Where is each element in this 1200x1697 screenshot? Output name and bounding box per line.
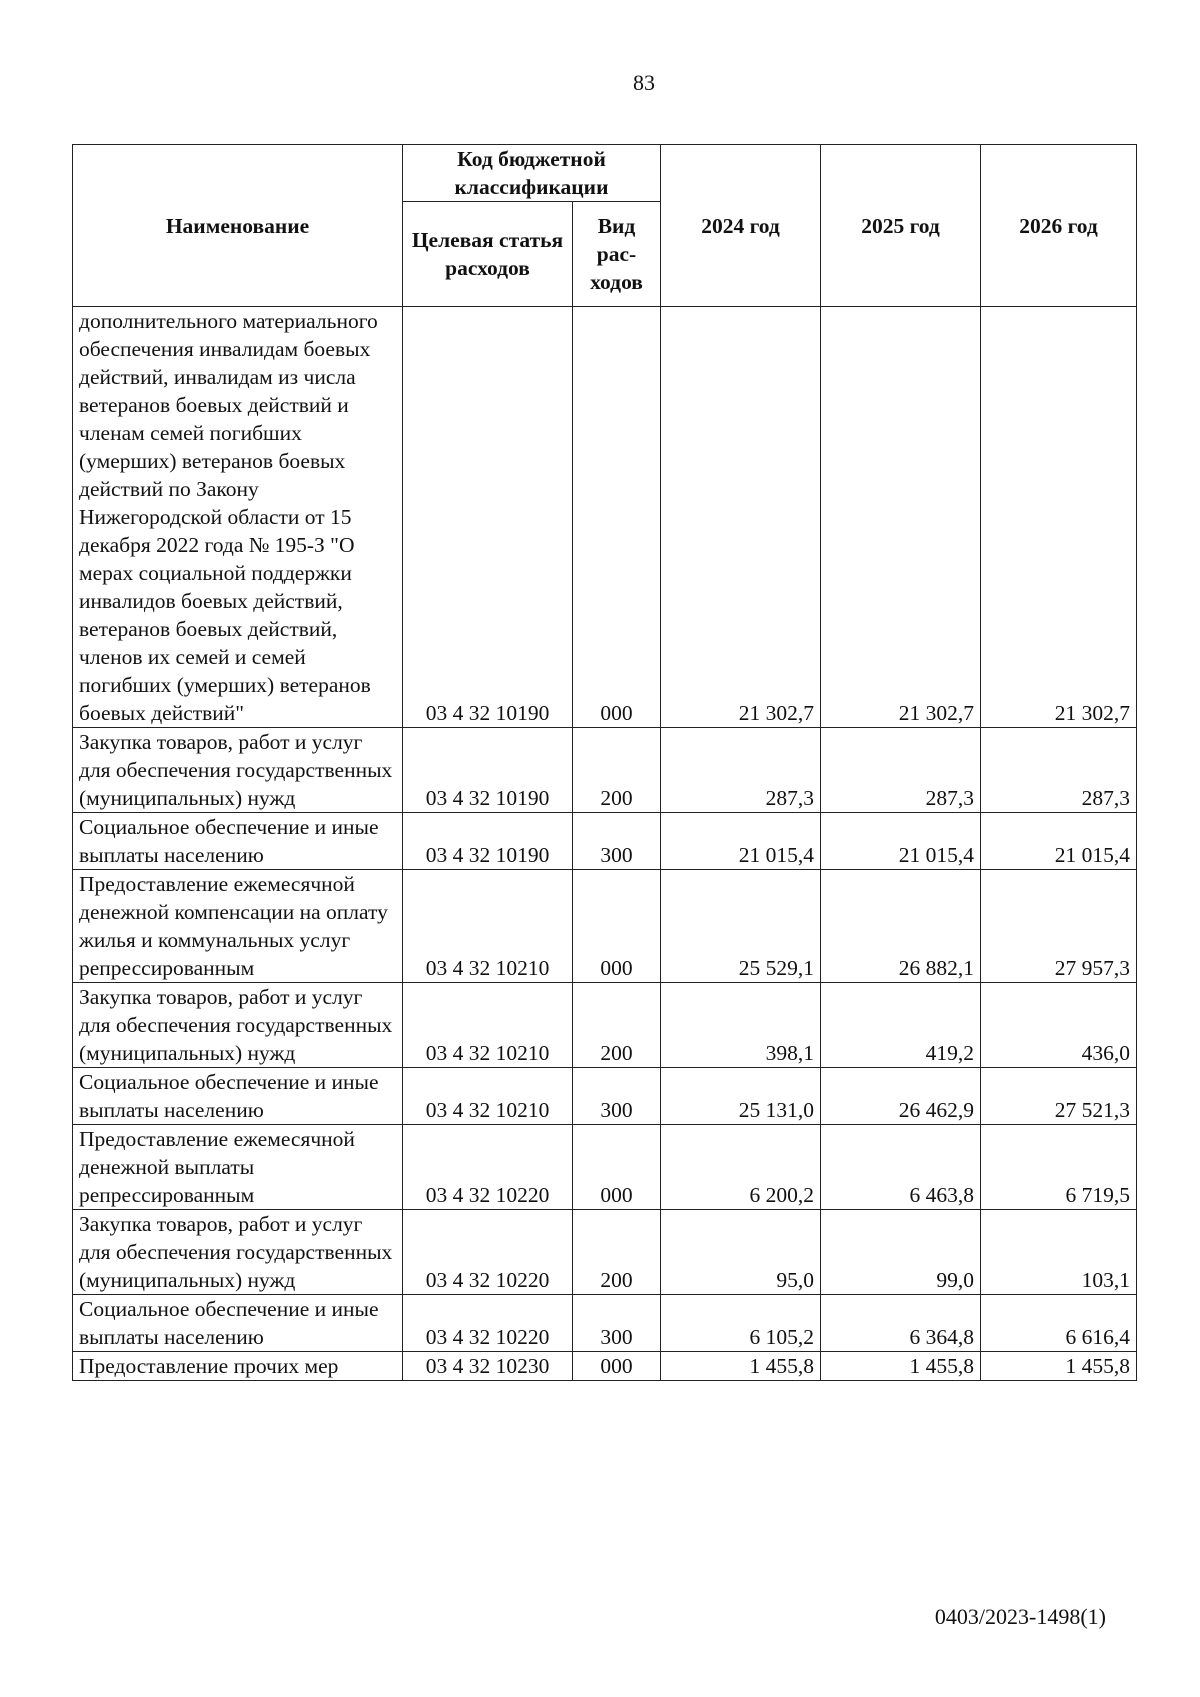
header-kbk: Код бюджетной классификации	[403, 145, 661, 202]
table-row	[73, 1352, 1137, 1381]
cell-name: Закупка товаров, работ и услуг для обеспечения государственных (муниципальных) нужд	[73, 983, 403, 1068]
cell-2026: 21 302,7	[981, 307, 1137, 728]
budget-table	[72, 144, 1137, 1381]
cell-expense-type: 300	[573, 1295, 661, 1352]
table-header	[73, 145, 1137, 307]
header-2026: 2026 год	[981, 145, 1137, 307]
cell-2024: 95,0	[661, 1210, 821, 1295]
cell-2024: 25 131,0	[661, 1068, 821, 1125]
table-row	[73, 307, 1137, 728]
cell-2026: 1 455,8	[981, 1352, 1137, 1381]
cell-2026: 27 957,3	[981, 870, 1137, 983]
table-row	[73, 1295, 1137, 1352]
document-number: 0403/2023-1498(1)	[934, 1604, 1106, 1629]
cell-2026: 27 521,3	[981, 1068, 1137, 1125]
cell-expense-type: 000	[573, 1125, 661, 1210]
cell-2024: 6 200,2	[661, 1125, 821, 1210]
cell-2025: 26 462,9	[821, 1068, 981, 1125]
cell-name: Предоставление ежемесячной денежной выплаты репрессированным	[73, 1125, 403, 1210]
cell-2024: 287,3	[661, 728, 821, 813]
cell-2026: 21 015,4	[981, 813, 1137, 870]
cell-name: Закупка товаров, работ и услуг для обеспечения государственных (муниципальных) нужд	[73, 1210, 403, 1295]
cell-2025: 21 015,4	[821, 813, 981, 870]
table-row	[73, 1125, 1137, 1210]
cell-target-article: 03 4 32 10210	[403, 983, 573, 1068]
table-row	[73, 728, 1137, 813]
cell-target-article: 03 4 32 10230	[403, 1352, 573, 1381]
table-row	[73, 1068, 1137, 1125]
cell-target-article: 03 4 32 10190	[403, 813, 573, 870]
cell-2024: 1 455,8	[661, 1352, 821, 1381]
cell-name: дополнительного материального обеспечения инвалидам боевых действий, инвалидам из числа ветеранов боевых действий и членам семей погибших (умерших) ветеранов боевых действий по Закону Нижегородской области от 15 декабря 2022 года № 195-З "О мерах социальной поддержки инвалидов боевых действий, ветеранов боевых действий, членов их семей и семей погибших (умерших) ветеранов боевых действий"	[73, 307, 403, 728]
cell-target-article: 03 4 32 10210	[403, 1068, 573, 1125]
cell-target-article: 03 4 32 10210	[403, 870, 573, 983]
cell-name: Социальное обеспечение и иные выплаты населению	[73, 1295, 403, 1352]
cell-target-article: 03 4 32 10220	[403, 1125, 573, 1210]
cell-target-article: 03 4 32 10190	[403, 728, 573, 813]
cell-2025: 1 455,8	[821, 1352, 981, 1381]
header-name: Наименование	[73, 145, 403, 307]
cell-expense-type: 200	[573, 1210, 661, 1295]
cell-2025: 6 463,8	[821, 1125, 981, 1210]
cell-expense-type: 000	[573, 1352, 661, 1381]
cell-2024: 21 302,7	[661, 307, 821, 728]
page-number: 83	[633, 70, 655, 95]
cell-2026: 287,3	[981, 728, 1137, 813]
cell-name: Закупка товаров, работ и услуг для обеспечения государственных (муниципальных) нужд	[73, 728, 403, 813]
table-row	[73, 983, 1137, 1068]
table-body	[73, 307, 1137, 1381]
cell-2024: 25 529,1	[661, 870, 821, 983]
cell-2024: 6 105,2	[661, 1295, 821, 1352]
cell-target-article: 03 4 32 10220	[403, 1210, 573, 1295]
cell-2026: 6 719,5	[981, 1125, 1137, 1210]
cell-expense-type: 200	[573, 728, 661, 813]
table-row	[73, 813, 1137, 870]
cell-2024: 21 015,4	[661, 813, 821, 870]
cell-2026: 103,1	[981, 1210, 1137, 1295]
table-row	[73, 1210, 1137, 1295]
cell-2024: 398,1	[661, 983, 821, 1068]
cell-expense-type: 000	[573, 870, 661, 983]
cell-2026: 436,0	[981, 983, 1137, 1068]
cell-2025: 99,0	[821, 1210, 981, 1295]
cell-target-article: 03 4 32 10190	[403, 307, 573, 728]
cell-2025: 6 364,8	[821, 1295, 981, 1352]
cell-expense-type: 300	[573, 813, 661, 870]
cell-expense-type: 000	[573, 307, 661, 728]
cell-name: Предоставление прочих мер	[73, 1352, 403, 1381]
cell-2025: 287,3	[821, 728, 981, 813]
cell-expense-type: 300	[573, 1068, 661, 1125]
header-2024: 2024 год	[661, 145, 821, 307]
header-expense-type: Вид рас-ходов	[573, 202, 661, 307]
cell-expense-type: 200	[573, 983, 661, 1068]
cell-2025: 21 302,7	[821, 307, 981, 728]
cell-name: Предоставление ежемесячной денежной компенсации на оплату жилья и коммунальных услуг репрессированным	[73, 870, 403, 983]
cell-2025: 419,2	[821, 983, 981, 1068]
cell-name: Социальное обеспечение и иные выплаты населению	[73, 813, 403, 870]
header-2025: 2025 год	[821, 145, 981, 307]
cell-target-article: 03 4 32 10220	[403, 1295, 573, 1352]
header-target-article: Целевая статья расходов	[403, 202, 573, 307]
cell-2026: 6 616,4	[981, 1295, 1137, 1352]
cell-2025: 26 882,1	[821, 870, 981, 983]
table-row	[73, 870, 1137, 983]
cell-name: Социальное обеспечение и иные выплаты населению	[73, 1068, 403, 1125]
